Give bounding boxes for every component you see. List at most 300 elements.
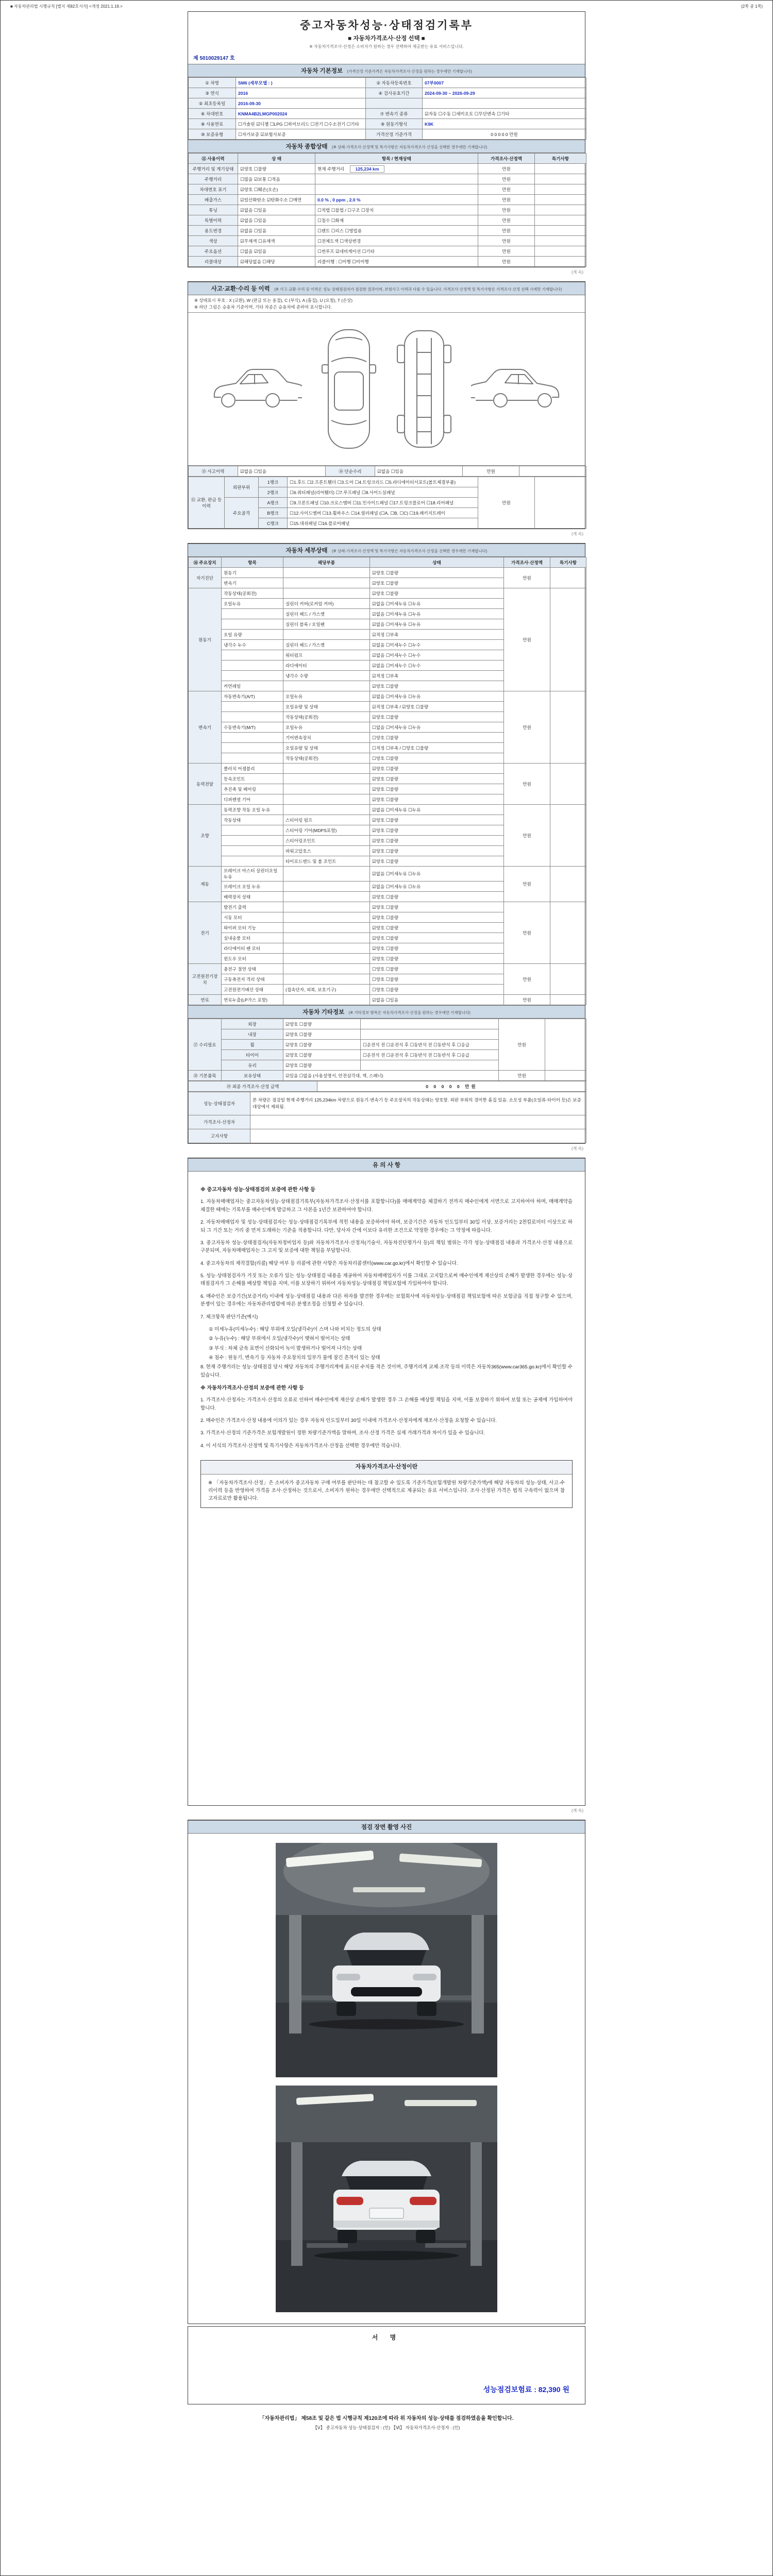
part-label: 오일유량 및 상태 — [283, 743, 370, 753]
detail-title: 자동차 세부상태 — [285, 548, 328, 554]
checkbox-group[interactable]: ☑없음 ☐있음 — [238, 226, 315, 236]
inspector-opinion-text: 본 차량은 점검일 현재 주행거리 125,234km 차량으로 원동기·변속기 등 주요장치의 작동상태는 양호함. 외판 부위의 경미한 흠집 있음. 소모성 부품(오일류·타이어 등)은 보증 대상에서 제외됨. — [250, 1092, 586, 1115]
field-label — [366, 98, 423, 109]
part-label: 실린더 커버(로커암 커버) — [283, 599, 370, 609]
item-label: 시동 모터 — [222, 912, 283, 923]
continued-marker: (계 속) — [571, 270, 583, 275]
remark-cell — [550, 691, 586, 764]
price-cell: 만원 — [504, 764, 550, 805]
column-header: 가격조사·산정액 — [478, 154, 535, 164]
price-cell: 만원 — [499, 1071, 545, 1081]
field-label: ① 차명 — [189, 78, 236, 88]
price-cell: 만원 — [478, 195, 535, 205]
remarks-table — [188, 1092, 586, 1143]
remark-cell — [545, 1071, 586, 1081]
column-header: 특기사항 — [535, 154, 586, 164]
part-label: 오일누유 — [283, 691, 370, 702]
checkbox-group[interactable]: ☑없음 ☐미세누유 ☐누유 — [370, 619, 504, 630]
checkbox-group[interactable]: ☑양호 ☐불량 — [370, 764, 504, 774]
part-label: 타이로드엔드 및 볼 조인트 — [283, 856, 370, 867]
photos-header — [188, 1820, 585, 1834]
emission-values: 0.0 % , 0 ppm , 2.0 % — [315, 195, 478, 205]
part-label — [283, 588, 370, 599]
checkbox-group[interactable]: ☑없음 ☐미세누유 ☐누유 — [370, 805, 504, 815]
field-label: ⑥ 차대번호 — [189, 109, 236, 119]
checkbox-group[interactable]: ☑양호 ☐불량 — [238, 164, 315, 174]
part-label: (접속단자, 피복, 보호기구) — [283, 985, 370, 995]
checkbox-group[interactable]: ☑양호 ☐불량 — [370, 681, 504, 691]
checkbox-group[interactable]: ☐없음 ☐미세누유 ☐누유 — [370, 722, 504, 733]
checkbox-group[interactable]: ☑없음 ☐미세누수 ☐누수 — [370, 660, 504, 671]
remark-cell — [535, 195, 586, 205]
item-label: 라디에이터 팬 모터 — [222, 943, 283, 954]
checkbox-group-panels[interactable]: ☐9.프론트패널 ☐10.크로스멤버 ☐11.인사이드패널 ☐17.트렁크플로어 ☐18.리어패널 — [288, 498, 478, 508]
field-value — [423, 98, 586, 109]
remark-cell — [550, 588, 586, 691]
item-label: 동력조향 작동 오일 누유 — [222, 805, 283, 815]
checkbox-group[interactable]: ☑양호 ☐불량 — [370, 954, 504, 964]
item-label: 수동변속기(M/T) — [222, 722, 283, 733]
checkbox-group[interactable]: ☑양호 ☐불량 — [370, 794, 504, 805]
checkbox-group[interactable]: ☑없음 ☐있음 — [238, 205, 315, 215]
photos-title: 점검 장면 촬영 사진 — [361, 1824, 412, 1831]
exchange-history-table — [188, 477, 586, 529]
device-group-label: 조향 — [189, 805, 222, 867]
part-label — [283, 943, 370, 954]
checkbox-group[interactable] — [361, 1019, 499, 1029]
row-label: 리콜대상 — [189, 257, 238, 267]
item-label — [222, 825, 283, 836]
checkbox-group[interactable]: ☑양호 ☐불량 — [283, 1040, 361, 1050]
remark-cell — [535, 184, 586, 195]
section-photos — [188, 1820, 585, 2324]
remark-cell — [550, 995, 586, 1005]
device-group-label: 변속기 — [189, 691, 222, 764]
checkbox-group[interactable]: ☐양호 ☐불량 — [370, 753, 504, 764]
checkbox-group[interactable]: ☑없음 ☐있음 — [238, 215, 315, 226]
checkbox-group[interactable]: ☐전체도색 ☐색상변경 — [315, 236, 478, 246]
remark-cell — [545, 1019, 586, 1071]
row-label: 튜닝 — [189, 205, 238, 215]
part-label: 워터펌프 — [283, 650, 370, 660]
rank-label: 2랭크 — [259, 487, 288, 498]
checkbox-group[interactable]: ☐양호 ☐불량 — [370, 985, 504, 995]
etc-header — [188, 1005, 585, 1019]
checkbox-group[interactable]: ☑없음 ☐미세누유 ☐누유 — [370, 882, 504, 892]
basic-info-note: (가격산정 기준가격은 자동차가격조사·산정을 원하는 경우에만 기재합니다) — [347, 69, 472, 74]
item-label: 커먼레일 — [222, 681, 283, 691]
checkbox-group[interactable]: ☐많음 ☑보통 ☐적음 — [238, 174, 315, 184]
device-group-label: 자기진단 — [189, 568, 222, 588]
notice-item: 6. 매수인은 보증기간(보증거리) 이내에 성능·상태점검 내용과 다른 하자를 발견한 경우에는 보험회사에 자동차성능·상태점검 책임보험에 따른 보험금을 직접 청구할 수 있으며, 분쟁이 있는 경우에는 자동차관리법령에 따른 분쟁조정을 신청할 수 있습니다. — [200, 1293, 573, 1308]
checkbox-group[interactable]: ☐양호 ☐불량 — [370, 974, 504, 985]
field-value-car-name: SM6 (세부모델 : ) — [236, 78, 366, 88]
item-label: 발전기 출력 — [222, 902, 283, 912]
checkbox-group[interactable]: ☐렌트 ☐리스 ☐영업용 — [315, 226, 478, 236]
column-header: 해당부품 — [283, 557, 370, 568]
field-label: ⑤ 최초등록일 — [189, 98, 236, 109]
checkbox-group[interactable]: ☐양호 ☐불량 — [370, 964, 504, 974]
checkbox-group-warranty[interactable]: ☐자가보증 ☑보험사보증 — [236, 129, 366, 140]
checkbox-group[interactable]: ☑양호 ☐불량 — [370, 902, 504, 912]
item-label — [222, 836, 283, 846]
item-label: 작동상태(공회전) — [222, 588, 283, 599]
checkbox-group[interactable]: ☑양호 ☐불량 — [370, 923, 504, 933]
row-label: 색상 — [189, 236, 238, 246]
checkbox-group[interactable]: ☑양호 ☐불량 — [370, 892, 504, 902]
part-label: 실린더 블록 / 오일팬 — [283, 619, 370, 630]
item-label — [222, 743, 283, 753]
column-header: 가격조사·산정액 — [504, 557, 550, 568]
price-cell: 만원 — [504, 568, 550, 588]
checkbox-group[interactable]: ☑없음 ☐미세누유 ☐누유 — [370, 609, 504, 619]
field-label: ③ 연식 — [189, 88, 236, 98]
checkbox-group[interactable]: ☑양호 ☐불량 — [370, 774, 504, 784]
etc-note: (※ 기타정보 항목은 자동차가격조사·산정을 원하는 경우에만 기재합니다) — [348, 1010, 470, 1015]
legend-line-2: ※ 하단 그림은 승용차 기준이며, 기타 차종은 승용차에 준하여 표시합니다. — [194, 304, 332, 310]
state-code-legend — [188, 295, 585, 313]
item-label: 추진축 및 베어링 — [222, 784, 283, 794]
checkbox-group[interactable]: ☑양호 ☐불량 — [370, 712, 504, 722]
field-label: ⑧ 사용연료 — [189, 119, 236, 129]
car-side-view-right-diagram — [471, 358, 564, 420]
item-label: 작동상태 — [222, 815, 283, 825]
item-label: 배력장치 상태 — [222, 892, 283, 902]
checkbox-group[interactable]: ☑양호 ☐불량 — [370, 825, 504, 836]
page-number-note: (2쪽 중 1쪽) — [741, 4, 763, 9]
checkbox-group[interactable]: ☑적정 ☐부족 — [370, 630, 504, 640]
price-cell: 만원 — [478, 257, 535, 267]
item-label: 충전구 절연 상태 — [222, 964, 283, 974]
checkbox-group[interactable]: ☑양호 ☐불량 — [370, 943, 504, 954]
device-group-label: 고전원전기장치 — [189, 964, 222, 995]
continued-marker: (계 속) — [571, 532, 583, 537]
panel-group-label: 외판부위 — [225, 477, 259, 498]
basic-info-table — [188, 77, 586, 140]
checkbox-group[interactable]: ☑일산화탄소 ☑탄화수소 ☐매연 — [238, 195, 315, 205]
comprehensive-header — [188, 140, 585, 153]
remark-cell — [535, 477, 586, 529]
detail-header — [188, 544, 585, 557]
notice-item: 5. 성능·상태점검자가 거짓 또는 오류가 있는 성능·상태점검 내용을 제공하여 자동차매매업자가 이를 그대로 고지함으로써 매수인에게 재산상의 손해가 발생한 경우에는 성능·상태점검자가 그 손해를 배상할 책임을 지며, 이를 보장하기 위하여 자동차성능·상태점검 책임보험에 가입하여야 합니다. — [200, 1273, 573, 1287]
remark-cell — [535, 236, 586, 246]
notice-item: 8. 현재 주행거리는 성능·상태점검 당시 해당 자동차의 주행거리계에 표시된 수치를 적은 것이며, 주행거리계 교체·조작 등의 이력은 자동차365(www.car365.go.kr)에서 확인할 수 있습니다. — [200, 1364, 573, 1378]
device-group-label: 제동 — [189, 867, 222, 902]
checkbox-group[interactable]: ☑양호 ☐불량 — [370, 784, 504, 794]
item-label — [222, 712, 283, 722]
checkbox-group[interactable]: ☑양호 ☐불량 — [283, 1019, 361, 1029]
item-label: 등속조인트 — [222, 774, 283, 784]
final-price-table — [188, 1081, 586, 1092]
checkbox-group[interactable]: ☑있음 ☐없음 (사용설명서, 안전삼각대, 잭, 스패너) — [283, 1071, 499, 1081]
part-label — [283, 805, 370, 815]
notice-title: 유 의 사 항 — [372, 1162, 401, 1169]
checkbox-group[interactable]: ☐운전석 전 ☐운전석 후 ☐동반석 전 ☐동반석 후 ☐응급 — [361, 1050, 499, 1060]
rank-label: A랭크 — [259, 498, 288, 508]
checkbox-group[interactable]: ☑양호 ☐불량 — [283, 1060, 361, 1071]
notice-item: 7. 체크항목 판단기준(예시) — [200, 1314, 258, 1320]
part-label: 오일누유 — [283, 722, 370, 733]
inspection-photo-front-lift — [276, 1843, 497, 2077]
continued-marker: (계 속) — [571, 1146, 583, 1151]
remark-cell — [535, 205, 586, 215]
column-header: 항목 — [222, 557, 283, 568]
part-label — [283, 923, 370, 933]
item-label: 와이퍼 모터 기능 — [222, 923, 283, 933]
field-label: ② 자동차등록번호 — [366, 78, 423, 88]
checkbox-group-panels[interactable]: ☐1.후드 ☐2.프론트휀더 ☐3.도어 ☐4.트렁크리드 ☐5.라디에이터서포트(볼트체결부품) — [288, 477, 478, 487]
item-label: 구동축전지 격리 상태 — [222, 974, 283, 985]
price-cell: 만원 — [478, 215, 535, 226]
comprehensive-title: 자동차 종합상태 — [285, 144, 328, 150]
price-cell: 만원 — [478, 184, 535, 195]
item-label — [222, 856, 283, 867]
footer-signers: 【Ⅴ】 중고자동차 성능·상태점검자 : (인) 【Ⅵ】 자동차가격조사·산정자 : (인) — [313, 2425, 460, 2431]
insurance-fee — [483, 2384, 569, 2395]
disclosure-text — [250, 1129, 586, 1143]
item-label: 원동기 — [222, 568, 283, 578]
part-label: 라디에이터 — [283, 660, 370, 671]
inspection-photo-rear-lift — [276, 2086, 497, 2312]
part-label: 스티어링조인트 — [283, 836, 370, 846]
item-label: 오일 유량 — [222, 630, 283, 640]
remark-cell — [535, 215, 586, 226]
definition-box-title: 자동차가격조사·산정이란 — [201, 1461, 572, 1475]
checkbox-group[interactable]: ☑양호 ☐불량 — [370, 588, 504, 599]
remark-cell — [550, 964, 586, 995]
row-label: 주요옵션 — [189, 246, 238, 257]
checkbox-group[interactable]: ☑적정 ☐부족 / ☑양호 ☐불량 — [370, 702, 504, 712]
field-value-engine-type: K9K — [423, 119, 586, 129]
checkbox-group[interactable]: ☑양호 ☐불량 — [370, 815, 504, 825]
price-appraisal-definition-box — [200, 1460, 573, 1507]
checkbox-group[interactable]: ☐운전석 전 ☐운전석 후 ☐동반석 전 ☐동반석 후 ☐응급 — [361, 1040, 499, 1050]
checkbox-group-panels[interactable]: ☐12.사이드멤버 ☐13.휠하우스 ☐14.필러패널 (☐A, ☐B, ☐C) ☐19.패키지트레이 — [288, 508, 478, 518]
item-label: 보유상태 — [222, 1071, 283, 1081]
item-label: 변속기 — [222, 578, 283, 588]
part-label — [283, 882, 370, 892]
checkbox-group[interactable]: ☑양호 ☐불량 — [283, 1029, 361, 1040]
checkbox-group[interactable] — [361, 1029, 499, 1040]
checkbox-group[interactable]: ☑적정 ☐부족 — [370, 671, 504, 681]
column-header: ⑯ 주요장치 — [189, 557, 222, 568]
detail-cell — [315, 174, 478, 184]
price-cell: 만원 — [504, 867, 550, 902]
form-ref-note: ■ 자동차관리법 시행규칙 [별지 제82호서식] <개정 2021.1.19.> — [10, 4, 123, 9]
row-label: 특별이력 — [189, 215, 238, 226]
notice-item: 1. 가격조사·산정자는 가격조사·산정의 오류로 인하여 매수인에게 재산상 손해가 발생한 경우 그 손해를 배상할 책임을 지며, 이를 보장하기 위하여 보험 또는 공제에 가입하여야 합니다. — [200, 1397, 573, 1411]
item-label: 내장 — [222, 1029, 283, 1040]
item-label: 휠 — [222, 1040, 283, 1050]
mileage-label: 현재 주행거리 — [317, 166, 345, 172]
part-label: 작동상태(공회전) — [283, 712, 370, 722]
column-header: 특기사항 — [550, 557, 586, 568]
item-label — [222, 650, 283, 660]
part-label — [283, 964, 370, 974]
notice-item: 4. 이 서식의 가격조사·산정액 및 특기사항은 자동차가격조사·산정을 선택한 경우에만 적습니다. — [200, 1443, 401, 1449]
rank-label: B랭크 — [259, 508, 288, 518]
item-label — [222, 733, 283, 743]
field-value-reg-number: 07부0007 — [423, 78, 586, 88]
accident-flags-table — [188, 466, 586, 477]
notice-subitem: ④ 침수 : 원동기, 변속기 등 자동차 주요장치의 일부가 물에 잠긴 흔적이 있는 상태 — [209, 1355, 380, 1361]
section-title-basic — [188, 11, 585, 267]
checkbox-group-transmission[interactable]: ☑자동 ☐수동 ☐세미오토 ☐무단변속 ☐기타 — [423, 109, 586, 119]
price-cell: 만원 — [504, 588, 550, 691]
notice-subheading: ※ 자동차가격조사·산정의 보증에 관한 사항 등 — [200, 1385, 304, 1392]
part-label — [283, 902, 370, 912]
checkbox-group[interactable]: ☑없음 ☐미세누유 ☐누유 — [370, 691, 504, 702]
price-cell: 만원 — [478, 236, 535, 246]
price-cell: 만원 — [478, 246, 535, 257]
checkbox-group[interactable]: ☑양호 ☐불량 — [370, 846, 504, 856]
basic-info-header — [188, 64, 585, 77]
checkbox-group-panels[interactable]: ☐6.쿼터패널(리어휀더) ☐7.루프패널 ☐8.사이드실패널 — [288, 487, 478, 498]
item-label — [222, 846, 283, 856]
part-label: 냉각수 수량 — [283, 671, 370, 681]
remark-cell — [535, 226, 586, 236]
etc-info-table — [188, 1019, 586, 1081]
price-cell: 만원 — [478, 477, 535, 529]
item-label: 디퍼렌셜 기어 — [222, 794, 283, 805]
checkbox-group[interactable]: ☐침수 ☐화재 — [315, 215, 478, 226]
checkbox-group[interactable]: ☐적법 ☐불법 / ☐구조 ☐장치 — [315, 205, 478, 215]
remark-cell — [550, 867, 586, 902]
checkbox-group[interactable]: ☑없음 ☐있음 — [370, 995, 504, 1005]
checkbox-group[interactable]: ☑없음 ☐미세누수 ☐누수 — [370, 640, 504, 650]
checkbox-group[interactable]: ☑양호 ☐불량 — [370, 578, 504, 588]
device-group-label: 원동기 — [189, 588, 222, 691]
detail-cell — [315, 184, 478, 195]
notice-item: 4. 중고자동차의 제작결함(리콜) 해당 여부 등 리콜에 관한 사항은 자동차리콜센터(www.car.go.kr)에서 확인할 수 있습니다. — [200, 1260, 458, 1266]
item-label: 오일누유 — [222, 599, 283, 609]
basic-items-label: ⑱ 기본품목 — [189, 1071, 222, 1081]
rank-label: C랭크 — [259, 518, 288, 529]
part-label: 파워고압호스 — [283, 846, 370, 856]
part-label — [283, 784, 370, 794]
checkbox-group-simple-repair[interactable]: ☑없음 ☐있음 — [375, 466, 463, 477]
checkbox-group[interactable] — [361, 1060, 499, 1071]
notice-subitem: ② 누유(누수) : 해당 부위에서 오일(냉각수)이 맺혀서 떨어지는 상태 — [209, 1336, 350, 1342]
column-header: 상 태 — [238, 154, 315, 164]
part-label — [283, 630, 370, 640]
item-label: 브레이크 오일 누유 — [222, 882, 283, 892]
field-value-base-price: 0 0 0 0 0 만원 — [423, 129, 586, 140]
field-value-vin: KNMA4B2LMGP002024 — [236, 109, 366, 119]
price-cell: 만원 — [504, 805, 550, 867]
field-label: ⑦ 변속기 종류 — [366, 109, 423, 119]
checkbox-group-accident[interactable]: ☑없음 ☐있음 — [238, 466, 326, 477]
part-label — [283, 568, 370, 578]
item-label — [222, 753, 283, 764]
checkbox-group[interactable]: ☐적정 ☐부족 / ☐양호 ☐불량 — [370, 743, 504, 753]
checkbox-group[interactable]: ☑양호 ☐불량 — [283, 1050, 361, 1060]
part-label: 스티어링 펌프 — [283, 815, 370, 825]
item-label — [222, 609, 283, 619]
notice-subitem: ③ 부식 : 차체 금속 표면이 산화되어 녹이 발생하거나 떨어져 나가는 상태 — [209, 1345, 362, 1351]
part-label — [283, 794, 370, 805]
checkbox-group[interactable]: ☑무채색 ☐유채색 — [238, 236, 315, 246]
insurance-fee-value: 82,390 원 — [538, 2385, 569, 2394]
remark-cell — [535, 164, 586, 174]
part-label — [283, 954, 370, 964]
car-damage-diagrams — [188, 313, 585, 466]
part-label: 기어변속장치 — [283, 733, 370, 743]
rank-label: 1랭크 — [259, 477, 288, 487]
part-label: 작동상태(공회전) — [283, 753, 370, 764]
item-label: 브레이크 마스터 실린더오일 누유 — [222, 867, 283, 882]
item-label — [222, 660, 283, 671]
checkbox-group[interactable]: ☑양호 ☐불량 — [370, 856, 504, 867]
photo-list — [188, 1834, 585, 2324]
final-price-value: 0 0 0 0 0 만원 — [317, 1081, 586, 1092]
part-label: 스티어링 기어(MDPS포함) — [283, 825, 370, 836]
field-label: ⑨ 원동기형식 — [366, 119, 423, 129]
item-label: 고전원전기배선 상태 — [222, 985, 283, 995]
checkbox-group[interactable]: ☑양호 ☐불량 — [370, 912, 504, 923]
checkbox-group[interactable]: ☑없음 ☐미세누유 ☐누유 — [370, 867, 504, 882]
checkbox-group-fuel[interactable]: ☐가솔린 ☑디젤 ☐LPG ☐하이브리드 ☐전기 ☐수소전기 ☐기타 — [236, 119, 366, 129]
part-label — [283, 578, 370, 588]
item-label: 연료누출(LP가스 포함) — [222, 995, 283, 1005]
column-header: ⑪ 사용이력 — [189, 154, 238, 164]
remark-cell — [535, 174, 586, 184]
checkbox-group[interactable]: ☑없음 ☐미세누유 ☐누유 — [370, 599, 504, 609]
field-value-first-reg-date: 2016-09-30 — [236, 98, 366, 109]
checkbox-group[interactable]: ☑없음 ☐미세누수 ☐누수 — [370, 650, 504, 660]
mileage-value: 125,234 km — [350, 165, 385, 173]
price-cell: 만원 — [504, 995, 550, 1005]
price-cell: 만원 — [504, 902, 550, 964]
repair-needed-label: ⑰ 수리필요 — [189, 1019, 222, 1071]
part-label — [283, 774, 370, 784]
final-price-label: ⑲ 최종 가격조사·산정 금액 — [189, 1081, 317, 1092]
remark-cell — [535, 246, 586, 257]
checkbox-group[interactable]: ☑해당없음 ☐해당 — [238, 257, 315, 267]
field-label: ⑩ 보증유형 — [189, 129, 236, 140]
item-label: 냉각수 누수 — [222, 640, 283, 650]
checkbox-group[interactable]: 리콜이행 : ☐이행 ☐미이행 — [315, 257, 478, 267]
notice-item: 3. 중고자동차 성능·상태점검자(자동차정비업자 등)와 자동차가격조사·산정자(기술사, 자동차진단평가사 등)의 책임 범위는 각각 성능·상태점검 내용과 가격조사·산정 내용으로 구분되며, 자동차매매업자는 그 고지 및 보증에 대한 책임을 부담합니다. — [200, 1240, 573, 1254]
item-label: 타이어 — [222, 1050, 283, 1060]
car-top-view-diagram — [320, 325, 378, 453]
field-label: 가격산정 기준가격 — [366, 129, 423, 140]
etc-title: 자동차 기타정보 — [303, 1009, 345, 1016]
checkbox-group[interactable]: ☐없음 ☑있음 — [238, 246, 315, 257]
checkbox-group[interactable]: ☑양호 ☐불량 — [370, 933, 504, 943]
item-label: 윈도우 모터 — [222, 954, 283, 964]
item-label: 실내송풍 모터 — [222, 933, 283, 943]
notice-item: 2. 매수인은 가격조사·산정 내용에 이의가 있는 경우 자동차 인도일부터 30일 이내에 가격조사·산정자에게 재조사·산정을 요청할 수 있습니다. — [200, 1418, 497, 1424]
notice-item: 2. 자동차매매업자 및 성능·상태점검자는 성능·상태점검기록부에 적힌 내용을 보증하여야 하며, 보증기간은 자동차 인도일부터 30일 이상, 보증거리는 2천킬로미터 이상으로 하되 그 기간 또는 거리 중 먼저 도래하는 기준을 적용합니다. 다만, 당사자 간에 이보다 유리한 조건으로 약정한 경우에는 그 약정에 따릅니다. — [200, 1219, 573, 1233]
continued-marker: (계 속) — [571, 1808, 583, 1814]
form-subtitle: ■ 자동차가격조사·산정 선택 ■ — [348, 36, 425, 42]
checkbox-group-panels[interactable]: ☐15.대쉬패널 ☐16.플로어패널 — [288, 518, 478, 529]
row-label: 용도변경 — [189, 226, 238, 236]
checkbox-group[interactable]: ☑양호 ☐불량 — [370, 836, 504, 846]
checkbox-group[interactable]: ☐양호 ☐불량 — [370, 733, 504, 743]
checkbox-group[interactable]: ☐썬루프 ☑네비게이션 ☐기타 — [315, 246, 478, 257]
appraiser-opinion-text — [250, 1115, 586, 1129]
part-label — [283, 867, 370, 882]
checkbox-group[interactable]: ☑양호 ☐훼손(오손) — [238, 184, 315, 195]
exchange-history-label: ⑮ 교환, 판금 등 이력 — [189, 477, 225, 529]
section-notice — [188, 1158, 585, 1806]
remark-cell — [550, 805, 586, 867]
top-note-row — [10, 4, 763, 9]
checkbox-group[interactable]: ☑양호 ☐불량 — [370, 568, 504, 578]
accident-note: (※ 사고·교환·수리 등 이력은 성능·상태점검자가 점검한 결과이며, 보험사고 이력과 다를 수 있습니다. 가격조사·산정액 및 특기사항은 가격조사·산정 선택 시에만 기재합니다) — [274, 287, 562, 292]
